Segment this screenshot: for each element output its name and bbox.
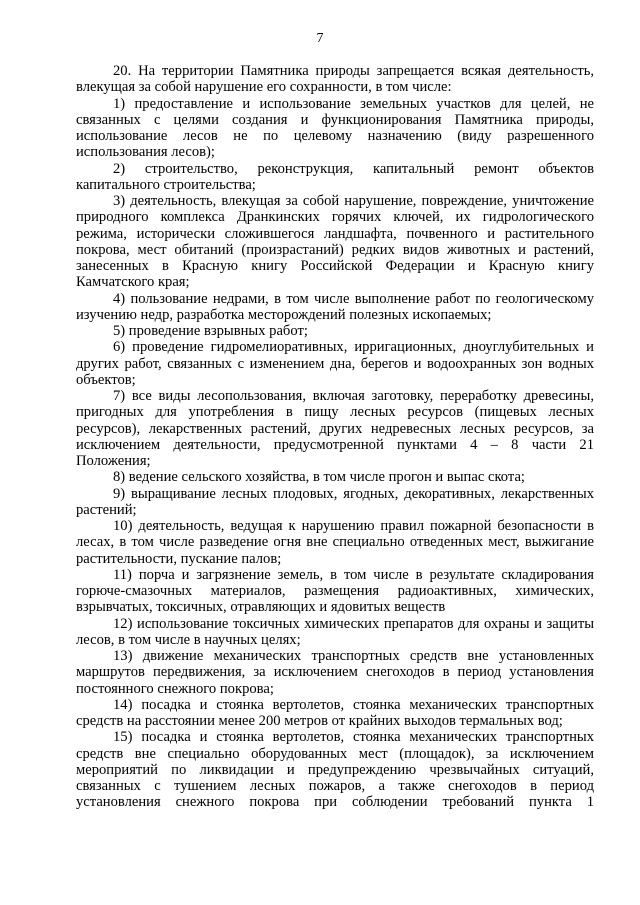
list-item-5: 5) проведение взрывных работ;: [113, 323, 308, 339]
list-item-8: 8) ведение сельского хозяйства, в том числе прогон и выпас скота;: [113, 469, 525, 486]
list-item-4: 4) пользование недрами, в том числе выполнение работ по геологическому изучению недр, разработка месторождений полезных ископаемых;: [76, 290, 594, 323]
list-item-14: 14) посадка и стоянка вертолетов, стоянка механических транспортных средств на расстоянии менее 200 метров от крайних выходов термальных вод;: [76, 696, 594, 729]
list-item-15: 15) посадка и стоянка вертолетов, стоянка механических транспортных средств вне специально оборудованных мест (площадок), за исключением мероприятий по ликвидации и предупреждению чрезвычайных ситуаций, связанных с тушением лесных пожаров, а также снегоходов в период установления снежного покрова при соблюдении требований пункта 1: [76, 729, 594, 811]
list-item-2: 2) строительство, реконструкция, капитальный ремонт объектов капитального строительства;: [76, 160, 594, 193]
list-item-13: 13) движение механических транспортных средств вне установленных маршрутов передвижения, за исключением снегоходов в период установления постоянного снежного покрова;: [76, 648, 594, 697]
list-item-7: 7) все виды лесопользования, включая заготовку, переработку древесины, пригодных для употребления в пищу лесных ресурсов (пищевых лесных ресурсов), лекарственных растений, других недревесных лесных ресурсов, за исключением деятельности, предусмотренной пунктами 4 – 8 части 21 Положения;: [76, 388, 594, 469]
list-item-12: 12) использование токсичных химических препаратов для охраны и защиты лесов, в том числе в научных целях;: [76, 615, 594, 648]
list-item-11: 11) порча и загрязнение земель, в том числе в результате складирования горюче-смазочных материалов, размещения радиоактивных, химических, взрывчатых, токсичных, отравляющих и ядовитых веществ: [76, 566, 594, 616]
page-number: 7: [316, 31, 324, 46]
list-item-3: 3) деятельность, влекущая за собой нарушение, повреждение, уничтожение природного комплекса Дранкинских горячих ключей, их гидрологического режима, исторически сложившегося ландшафта, почвенного и растительного покрова, мест обитаний (произрастаний) редких видов животных и растений, занесенных в Красную книгу Российской Федерации и Красную книгу Камчатского края;: [76, 193, 594, 291]
list-item-9: 9) выращивание лесных плодовых, ягодных, декоративных, лекарственных растений;: [76, 485, 594, 518]
list-item-10: 10) деятельность, ведущая к нарушению правил пожарной безопасности в лесах, в том числе разведение огня вне специально отведенных мест, выжигание растительности, пускание палов;: [76, 518, 594, 567]
paragraph-20: 20. На территории Памятника природы запрещается всякая деятельность, влекущая за собой нарушение его сохранности, в том числе:: [76, 63, 594, 96]
list-item-1: 1) предоставление и использование земельных участков для целей, не связанных с целями создания и функционирования Памятника природы, использование лесов не по целевому назначению (виду разрешенного использования лесов);: [76, 95, 594, 161]
document-body: [76, 63, 594, 811]
list-item-6: 6) проведение гидромелиоративных, ирригационных, дноуглубительных и других работ, связанных с изменением дна, берегов и водоохранных зон водных объектов;: [76, 339, 594, 388]
